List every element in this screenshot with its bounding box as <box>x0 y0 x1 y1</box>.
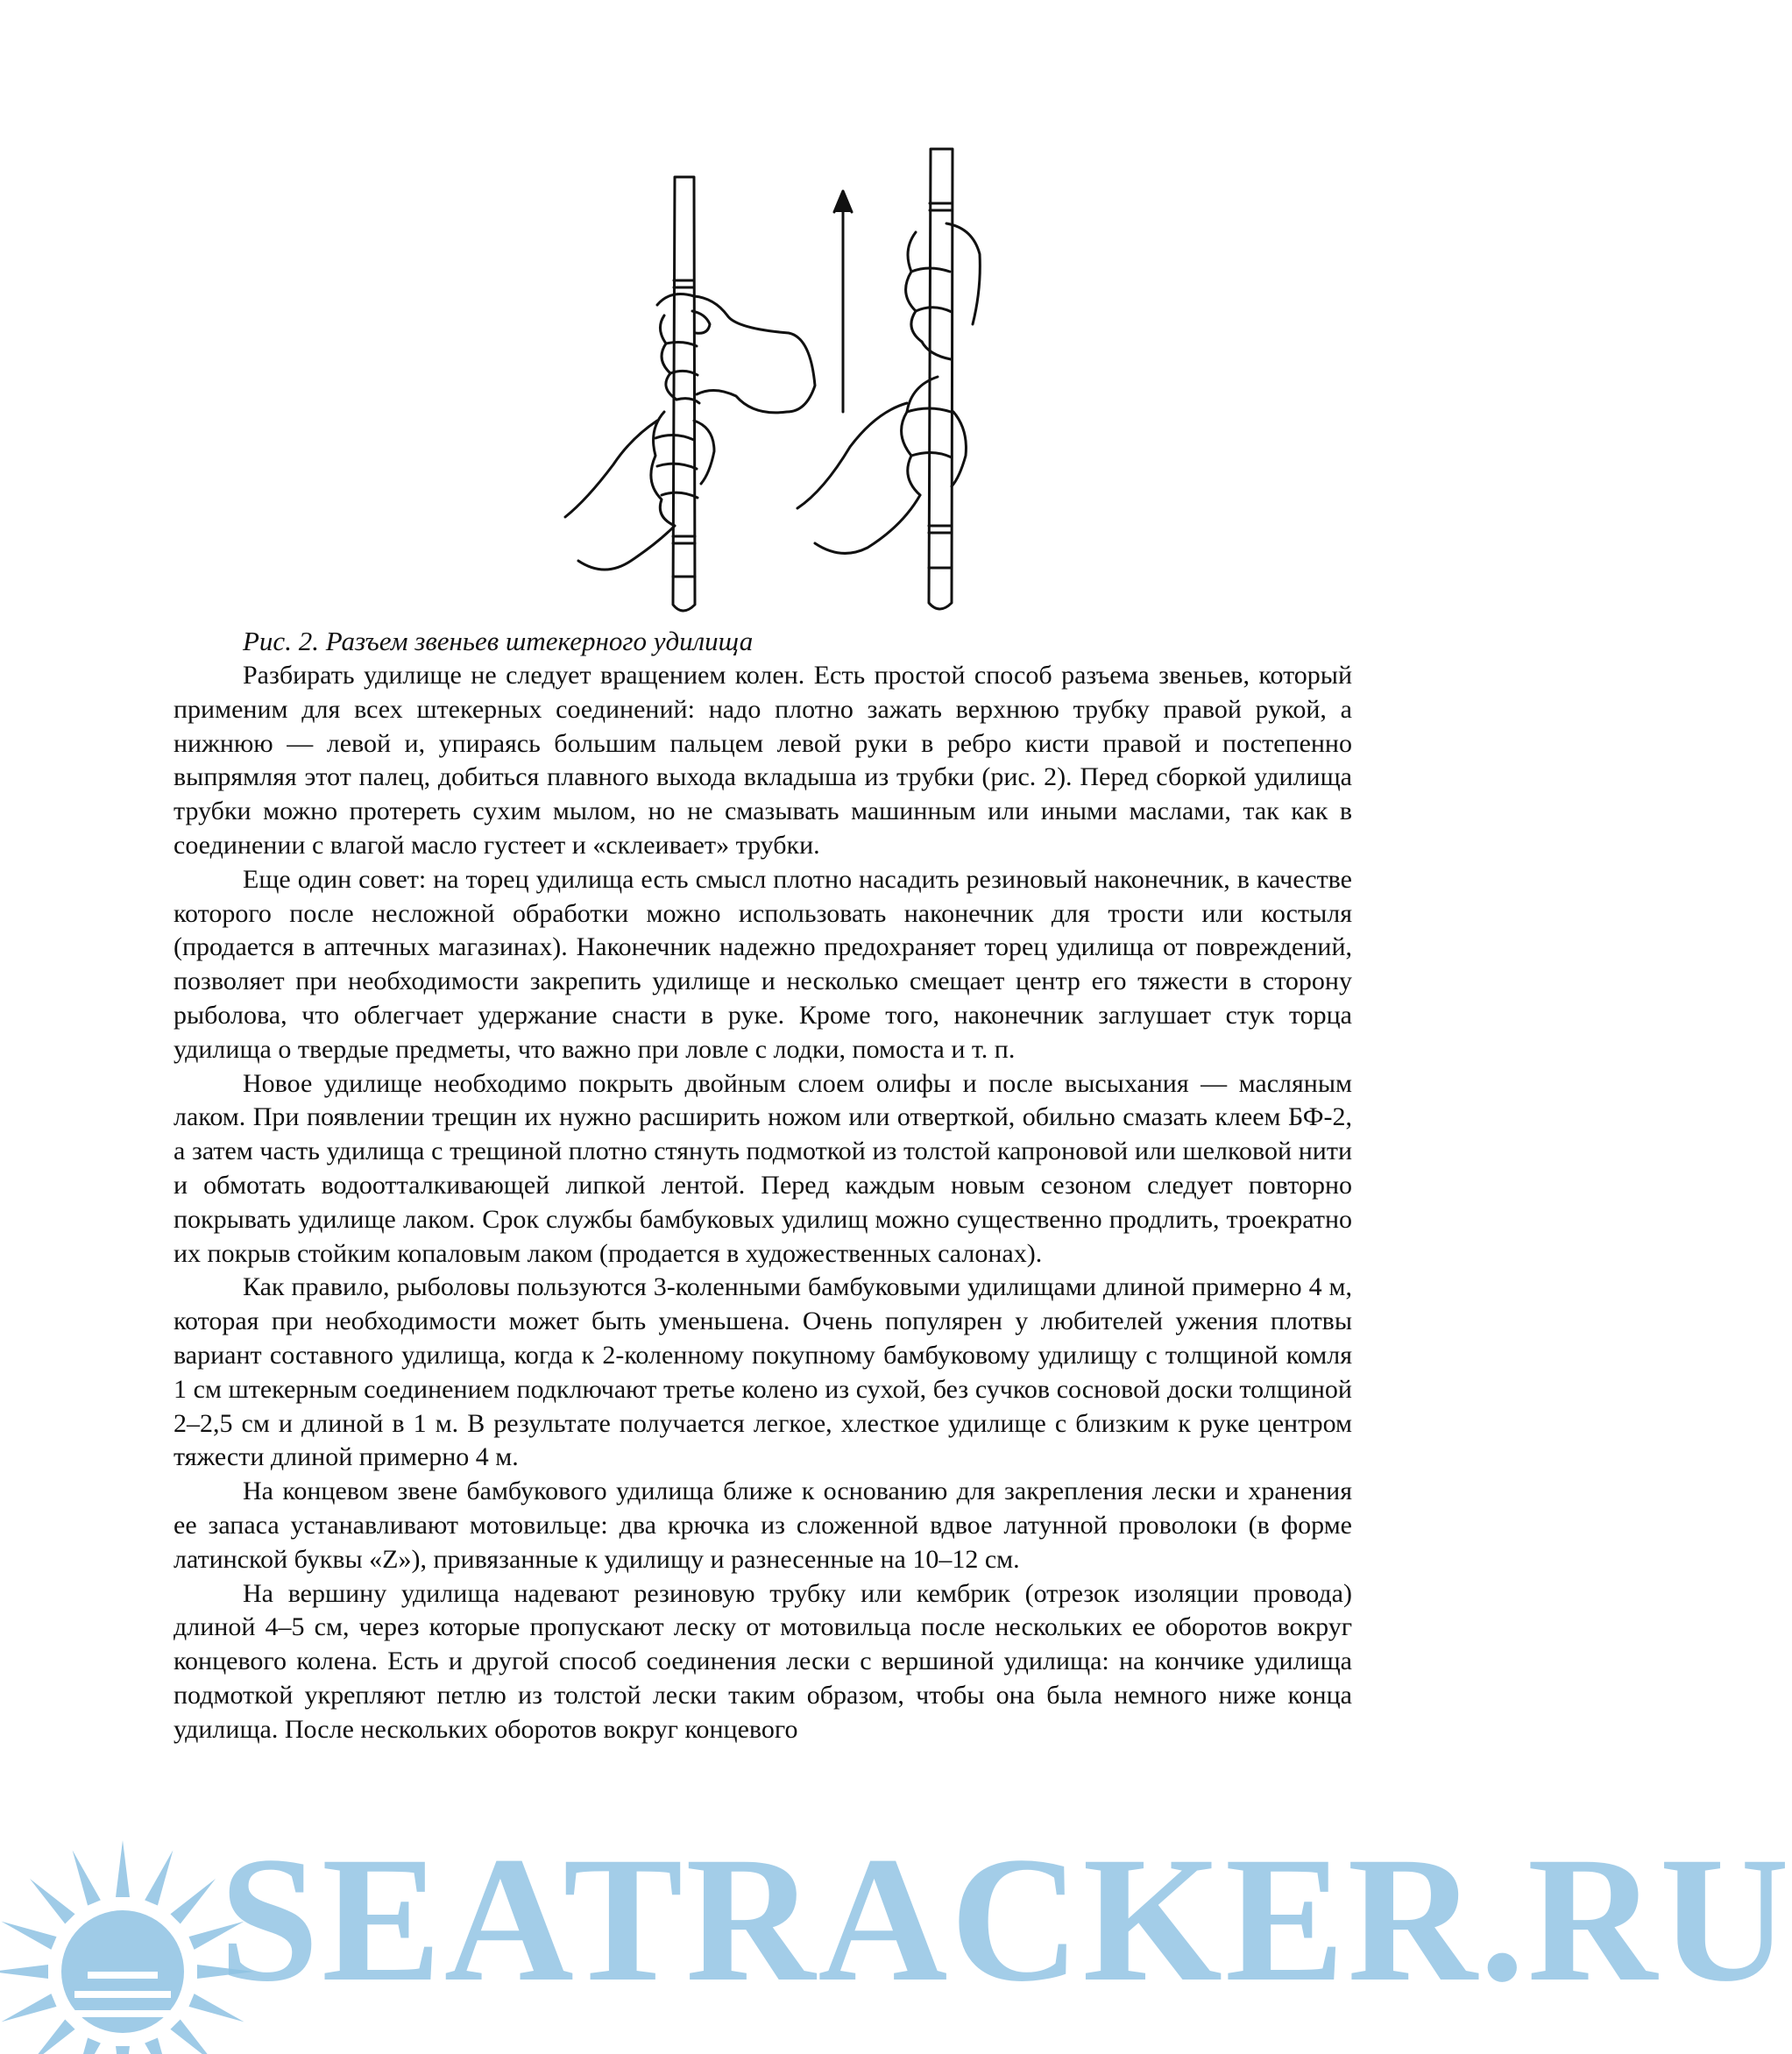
figure-rod-disassembly <box>561 149 981 635</box>
paragraph: Новое удилище необходимо покрыть двойным слоем олифы и после высыхания — масляным лаком. При появлении трещин их нужно расширить ножом или отверткой, обильно смазать клеем БФ-2, а затем часть удилища с трещиной плотно стянуть подмоткой из толстой капроновой или шелковой нити и обмотать водоотталкивающей липкой лентой. Перед каждым новым сезоном следует повторно покрывать удилище лаком. Срок службы бамбуковых удилищ можно существенно продлить, троекратно их покрыв стойким копаловым лаком (продается в художественных салонах). <box>174 1068 1352 1268</box>
paragraph: Разбирать удилище не следует вращением колен. Есть простой способ разъема звеньев, который применим для всех штекерных соединений: надо плотно зажать верхнюю трубку правой рукой, а нижнюю — левой и, упираясь большим пальцем левой руки в ребро кисти правой и постепенно выпрямляя этот палец, добиться плавного выхода вкладыша из трубки (рис. 2). Перед сборкой удилища трубки можно протереть сухим мылом, но не смазывать машинным или иными маслами, так как в соединении с влагой масло густеет и «склеивает» трубки. <box>174 661 1352 860</box>
paragraph: На концевом звене бамбукового удилища ближе к основанию для закрепления лески и хранения ее запаса устанавливают мотовильце: два крючка из сложенной вдвое латунной проволоки (в форме латинской буквы «Z»), привязанные к удилищу и разнесенные на 10–12 см. <box>174 1477 1352 1574</box>
figure-caption: Рис. 2. Разъем звеньев штекерного удилища <box>243 626 754 656</box>
watermark-text: SEATRACKER.RU <box>219 1820 1792 2019</box>
body-text <box>174 659 1352 1747</box>
paragraph: На вершину удилища надевают резиновую трубку или кембрик (отрезок изоляции провода) длиной 4–5 см, через которые пропускают леску от мотовильца после нескольких ее оборотов вокруг концевого колена. Есть и другой способ соединения лески с вершиной удилища: на кончике удилища подмоткой укрепляют петлю из толстой лески таким образом, чтобы она была немного ниже конца удилища. После нескольких оборотов вокруг концевого <box>174 1578 1352 1744</box>
paragraph: Еще один совет: на торец удилища есть смысл плотно насадить резиновый наконечник, в качестве которого после несложной обработки можно использовать наконечник для трости или костыля (продается в аптечных магазинах). Наконечник надежно предохраняет торец удилища от повреждений, позволяет при необходимости закрепить удилище и несколько смещает центр его тяжести в сторону рыболова, что облегчает удержание снасти в руке. Кроме того, наконечник заглушает стук торца удилища о твердые предметы, что важно при ловле с лодки, помоста и т. п. <box>174 864 1352 1064</box>
paragraph: Как правило, рыболовы пользуются 3-коленными бамбуковыми удилищами длиной примерно 4 м, которая при необходимости может быть уменьшена. Очень популярен у любителей ужения плотвы вариант составного удилища, когда к 2-коленному покупному бамбуковому удилищу с толщиной комля 1 см штекерным соединением подключают третье колено из сухой, без сучков сосновой доски толщиной 2–2,5 см и длиной в 1 м. В результате получается легкое, хлесткое удилище с близким к руке центром тяжести длиной примерно 4 м. <box>174 1272 1352 1472</box>
rod-hands-illustration <box>561 149 981 635</box>
